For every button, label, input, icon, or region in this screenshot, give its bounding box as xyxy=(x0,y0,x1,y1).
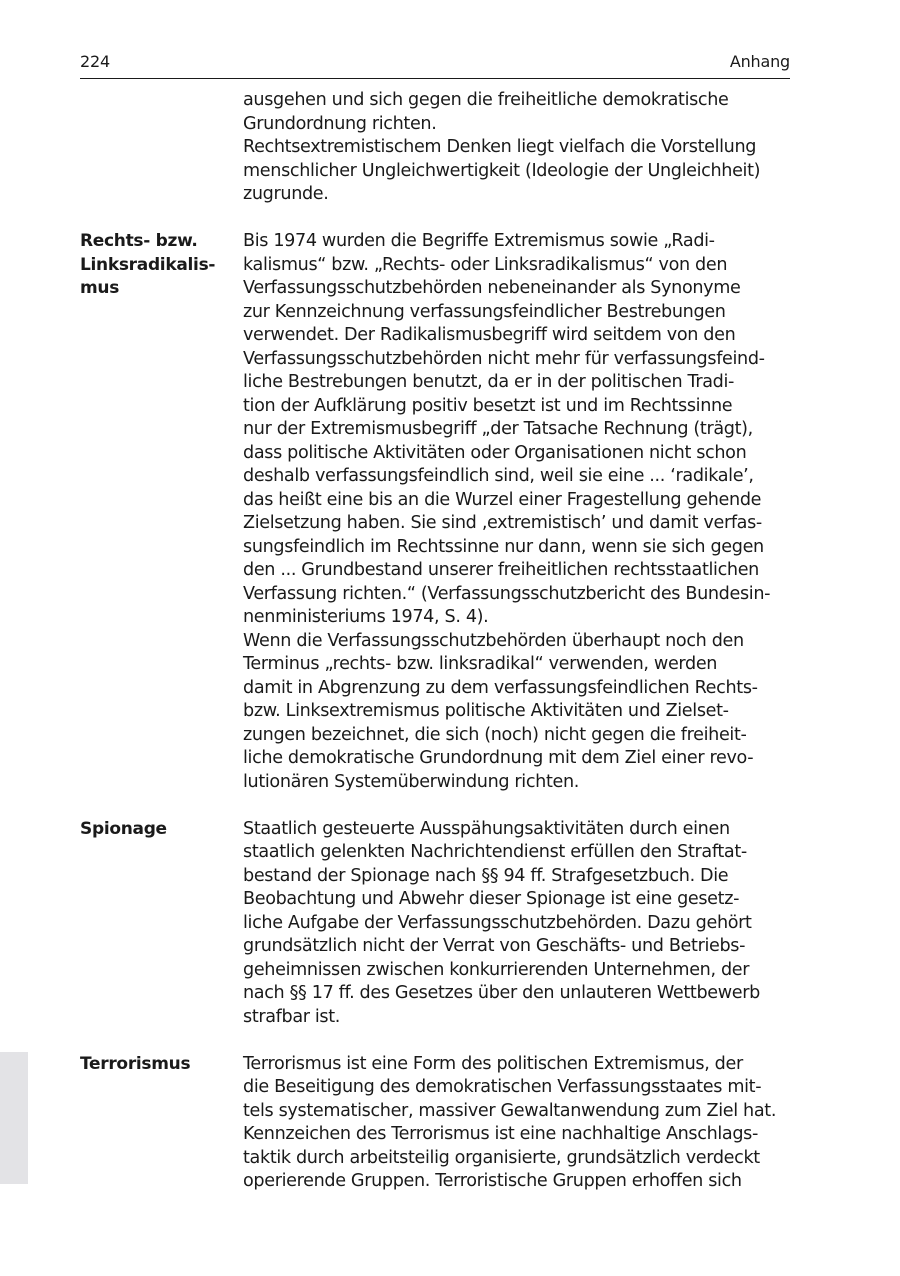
term-line: Terrorismus xyxy=(80,1053,191,1074)
term-line: Linksradikalis- xyxy=(80,254,216,275)
glossary-entry-spionage xyxy=(80,818,790,1030)
entry-text: ausgehen und sich gegen die freiheitliche demokratische Grundordnung richten. Rechtsextremistischem Denken liegt vielfach die Vorstellung menschlicher Ungleichwertigkeit (Ideologie der Ungleichheit) zugrunde. xyxy=(243,90,761,204)
entry-text: Terrorismus ist eine Form des politischen Extremismus, der die Beseitigung des demokratischen Verfassungsstaates mit- tels systematischer, massiver Gewaltanwendung zum Ziel hat. Kennzeichen des Terrorismus ist eine nachhaltige Anschlags- taktik durch arbeitsteilig organisierte, grundsätzlich verdeckt operierende Gruppen. Terroristische Gruppen erhoffen sich xyxy=(243,1053,777,1191)
glossary-entry-terrorismus xyxy=(80,1053,790,1194)
entry-term xyxy=(80,818,230,842)
entry-term xyxy=(80,230,230,301)
glossary-content xyxy=(80,89,790,1194)
glossary-entry-continuation xyxy=(80,89,790,207)
glossary-entry-radikalismus xyxy=(80,230,790,794)
term-line: Spionage xyxy=(80,818,167,839)
term-line: mus xyxy=(80,278,120,298)
running-head: Anhang xyxy=(729,52,790,71)
page-number: 224 xyxy=(80,52,110,71)
term-line: Rechts- bzw. xyxy=(80,231,198,251)
entry-term xyxy=(80,1053,230,1077)
page-header xyxy=(80,52,790,79)
entry-text: Bis 1974 wurden die Begriffe Extremismus sowie „Radi- kalismus“ bzw. „Rechts- oder Linksradikalismus“ von den Verfassungsschutzbehörden nebeneinander als Synonyme zur Kennzeichnung verfassungsfeindlicher Bestrebungen verwendet. Der Radikalismusbegriff wird seitdem von den Verfassungsschutzbehörden nicht mehr für verfassungsfeind- liche Bestrebungen benutzt, da er in der politischen Tradi- tion der Aufklärung positiv besetzt ist und im Rechtssinne nur der Extremismusbegriff „der Tatsache Rechnung (trägt), dass politische Aktivitäten oder Organisationen nicht schon deshalb verfassungsfeindlich sind, weil sie eine ... ‘radikale’, das heißt eine bis an die Wurzel einer Fragestellung gehende Zielsetzung haben. Sie sind ‚extremistisch’ und damit verfas- sungsfeindlich im Rechtssinne nur dann, wenn sie sich gegen den ... Grundbestand unserer freiheitlichen rechtsstaatlichen Verfassung richten.“ (Verfassungsschutzbericht des Bundesin- nenministeriums 1974, S. 4). Wenn die Verfassungsschutzbehörden überhaupt noch den Terminus „rechts- bzw. linksradikal“ verwenden, werden damit in Abgrenzung zu dem verfassungsfeindlichen Rechts- bzw. Linksextremismus politische Aktivitäten und Zielset- zungen bezeichnet, die sich (noch) nicht gegen die freiheit- liche demokratische Grundordnung mit dem Ziel einer revo- lutionären Systemüberwindung richten. xyxy=(243,231,771,792)
entry-text: Staatlich gesteuerte Ausspähungsaktivitäten durch einen staatlich gelenkten Nachrichtendienst erfüllen den Straftat- bestand der Spionage nach §§ 94 ff. Strafgesetzbuch. Die Beobachtung und Abwehr dieser Spionage ist eine gesetz- liche Aufgabe der Verfassungsschutzbehörden. Dazu gehört grundsätzlich nicht der Verrat von Geschäfts- und Betriebs- geheimnissen zwischen konkurrierenden Unternehmen, der nach §§ 17 ff. des Gesetzes über den unlauteren Wettbewerb strafbar ist. xyxy=(243,818,760,1027)
thumb-index-tab xyxy=(0,1052,28,1184)
